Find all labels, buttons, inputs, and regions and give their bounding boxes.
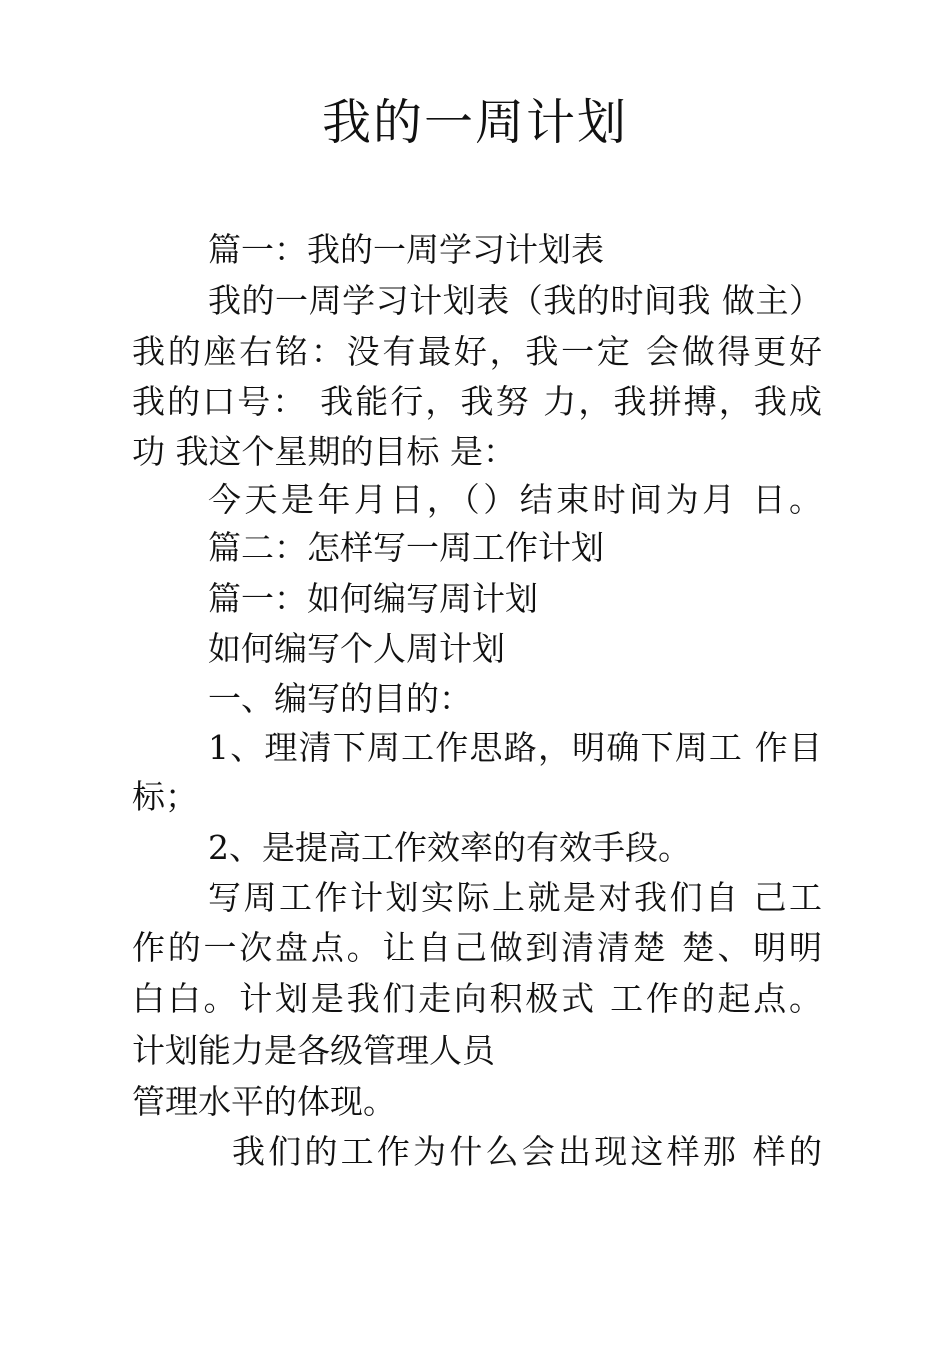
text-line: 今天是年月日，（）结束时间为月 日。: [208, 480, 822, 519]
text-line: 我的口号： 我能行，我努 力，我拼搏，我成: [132, 382, 822, 421]
text-line: 2、是提高工作效率的有效手段。: [208, 828, 691, 867]
text-line: 篇一：我的一周学习计划表: [208, 230, 604, 269]
text-line: 篇二：怎样写一周工作计划: [208, 528, 604, 567]
text-line: 1、理清下周工作思路，明确下周工 作目: [208, 728, 822, 767]
text-line: 标；: [132, 777, 198, 816]
text-line: 一、编写的目的：: [208, 679, 472, 718]
text-line: 我们的工作为什么会出现这样那 样的: [232, 1132, 822, 1171]
text-line: 写周工作计划实际上就是对我们自 己工: [208, 878, 822, 917]
text-line: 功 我这个星期的目标 是：: [132, 432, 516, 471]
text-line: 如何编写个人周计划: [208, 629, 505, 668]
text-line: 作的一次盘点。让自己做到清清楚 楚、明明: [132, 928, 822, 967]
text-line: 我的座右铭：没有最好，我一定 会做得更好: [132, 332, 822, 371]
text-line: 管理水平的体现。: [132, 1082, 396, 1121]
document-title: 我的一周计划: [321, 94, 628, 151]
text-line: 我的一周学习计划表（我的时间我 做主）: [208, 281, 822, 320]
text-line: 白白。计划是我们走向积极式 工作的起点。: [132, 979, 822, 1018]
text-line: 计划能力是各级管理人员: [132, 1031, 495, 1070]
text-line: 篇一：如何编写周计划: [208, 579, 538, 618]
